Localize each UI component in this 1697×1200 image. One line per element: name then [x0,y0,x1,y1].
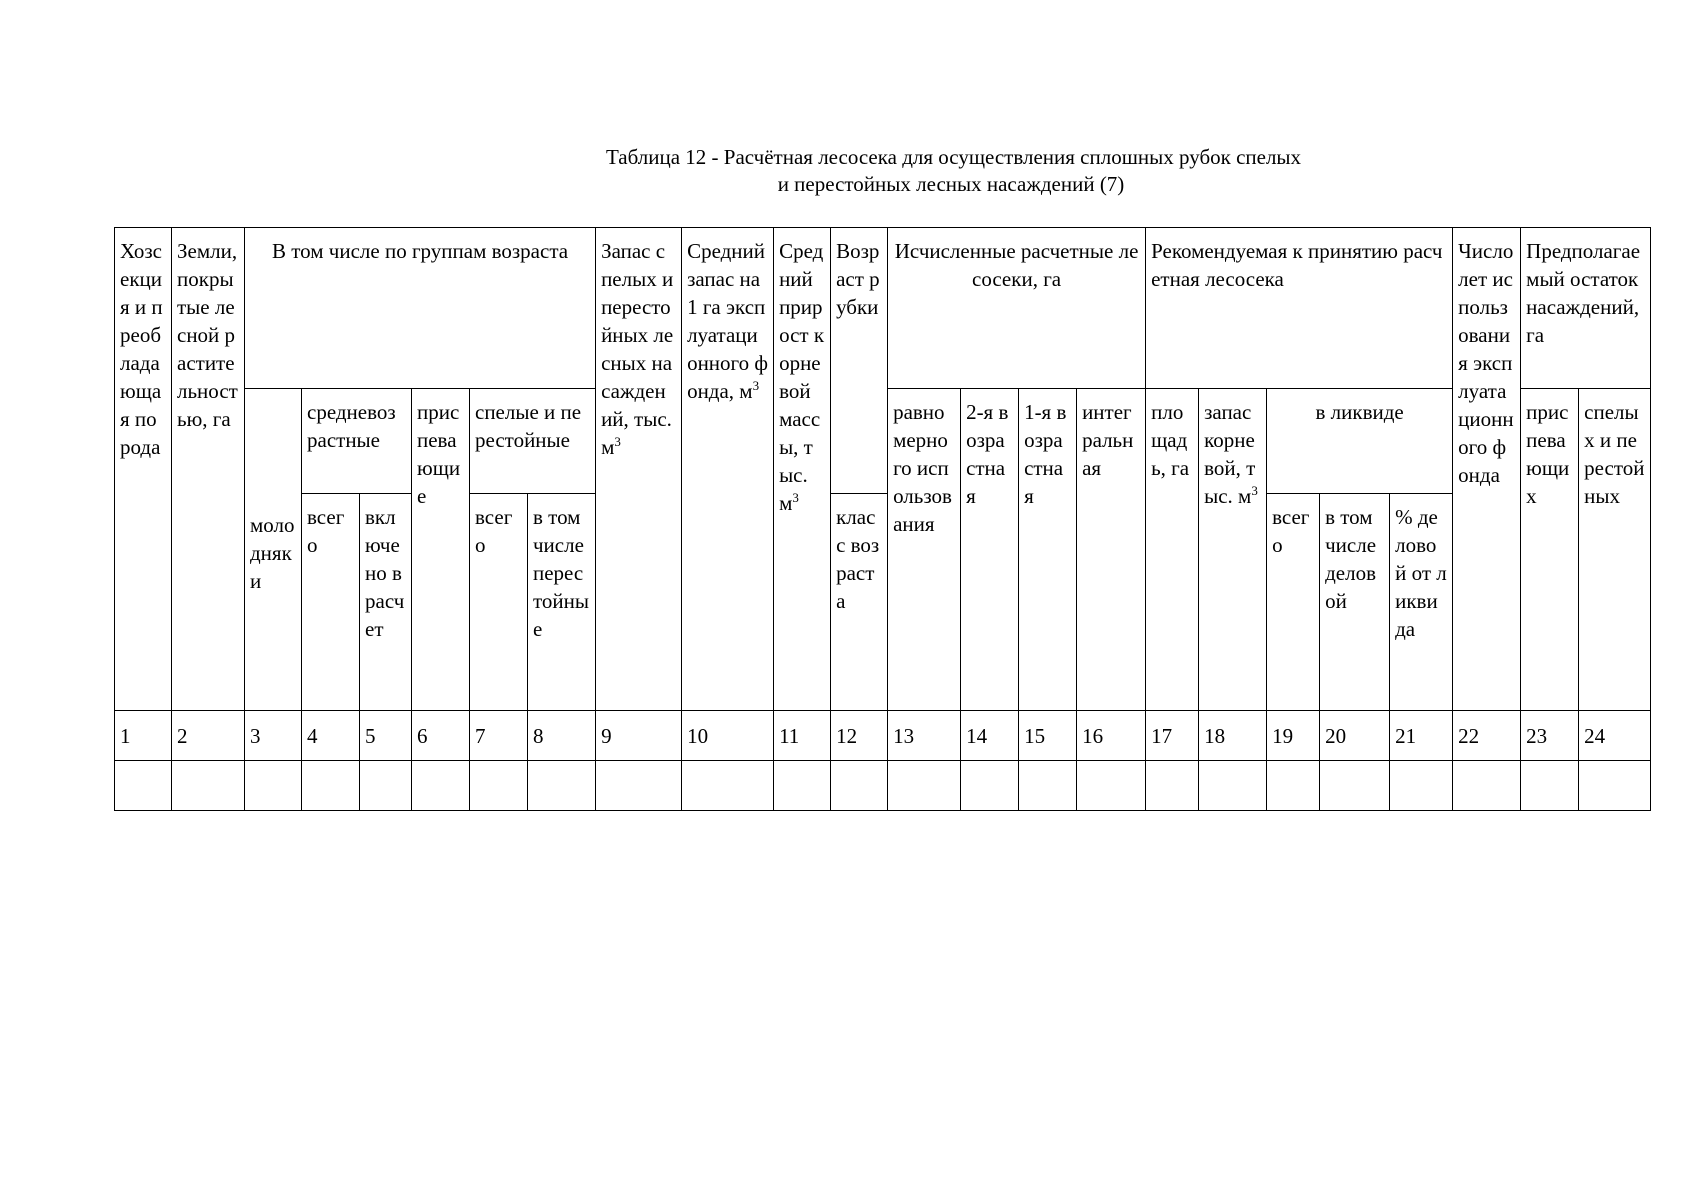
empty-cell [470,761,528,811]
middle-aged-header: средневозрастные [302,389,412,494]
column-number: 16 [1077,711,1146,761]
empty-cell [1267,761,1320,811]
table-caption [0,144,1697,198]
calculated-areas-header: Исчисленные расчетные лесосеки, га [888,228,1146,389]
empty-cell [888,761,961,811]
col-header-4: всего [302,494,360,711]
col-header-10: Средний запас на 1 га эксплуатационного фонда, $м^3$ [682,228,774,711]
column-number: 14 [961,711,1019,761]
empty-cell [1077,761,1146,811]
column-number: 17 [1146,711,1199,761]
column-number: 4 [302,711,360,761]
column-number: 24 [1579,711,1651,761]
empty-cell [1521,761,1579,811]
empty-cell [172,761,245,811]
col-header-5: включено в расчет [360,494,412,711]
col-header-1: Хозсекция и преобладающая порода [115,228,172,711]
column-number: 8 [528,711,596,761]
column-number: 18 [1199,711,1267,761]
column-number: 6 [412,711,470,761]
empty-cell [1320,761,1390,811]
cutting-area-table [114,227,1651,811]
column-number: 13 [888,711,961,761]
col-header-13: равномерного использования [888,389,961,711]
column-number: 19 [1267,711,1320,761]
empty-cell [774,761,831,811]
column-number: 23 [1521,711,1579,761]
in-liquid-header: в ликвиде [1267,389,1453,494]
column-number: 15 [1019,711,1077,761]
col-header-20: в том числе деловой [1320,494,1390,711]
col-header-14: 2-я возрастная [961,389,1019,711]
empty-cell [682,761,774,811]
col-header-6: приспевающие [412,389,470,711]
age-groups-header: В том числе по группам возраста [245,228,596,389]
caption-line-2: и перестойных лесных насаждений (7) [777,172,1125,196]
column-numbers-row [115,711,1651,761]
empty-cell [1453,761,1521,811]
col-header-24: спелых и перестойных [1579,389,1651,711]
col-header-15: 1-я возрастная [1019,389,1077,711]
col-header-2: Земли, покрытые лесной растительностью, га [172,228,245,711]
col-header-21: % деловой от ликвида [1390,494,1453,711]
column-number: 20 [1320,711,1390,761]
header-row-1 [115,228,1651,389]
col-header-16: интегральная [1077,389,1146,711]
col-header-12: класс возраста [831,494,888,711]
empty-cell [412,761,470,811]
empty-cell [1199,761,1267,811]
empty-cell [115,761,172,811]
cutting-age-header: Возраст рубки [831,228,888,494]
empty-cell [596,761,682,811]
caption-line-1: Таблица 12 - Расчётная лесосека для осуществления сплошных рубок спелых [605,145,1302,169]
col-header-9: Запас спелых и перестойных лесных насаждений, тыс. $м^3$ [596,228,682,711]
col-header-19: всего [1267,494,1320,711]
column-number: 21 [1390,711,1453,761]
empty-cell [1579,761,1651,811]
column-number: 12 [831,711,888,761]
column-number: 1 [115,711,172,761]
empty-cell [1146,761,1199,811]
empty-cell [1390,761,1453,811]
col-header-11: Средний прирост корневой массы, тыс. $м^3$ [774,228,831,711]
empty-cell [528,761,596,811]
empty-cell [245,761,302,811]
recommended-area-header: Рекомендуемая к принятию расчетная лесосека [1146,228,1453,389]
column-number: 11 [774,711,831,761]
empty-data-row [115,761,1651,811]
column-number: 2 [172,711,245,761]
empty-cell [831,761,888,811]
column-number: 10 [682,711,774,761]
column-number: 7 [470,711,528,761]
col-header-18: запас корневой, тыс. $м^3$ [1199,389,1267,711]
col-header-17: площадь, га [1146,389,1199,711]
header-row-3 [115,494,1651,711]
col-header-22: Число лет использования эксплуатационного фонда [1453,228,1521,711]
empty-cell [961,761,1019,811]
empty-cell [1019,761,1077,811]
col-header-23: приспевающих [1521,389,1579,711]
remaining-stands-header: Предполагаемый остаток насаждений, га [1521,228,1651,389]
empty-cell [360,761,412,811]
col-header-8: в том числе перестойные [528,494,596,711]
ripe-overmature-header: спелые и перестойные [470,389,596,494]
column-number: 3 [245,711,302,761]
col-header-7: всего [470,494,528,711]
column-number: 22 [1453,711,1521,761]
col-header-3: молодняки [245,389,302,711]
empty-cell [302,761,360,811]
column-number: 9 [596,711,682,761]
column-number: 5 [360,711,412,761]
